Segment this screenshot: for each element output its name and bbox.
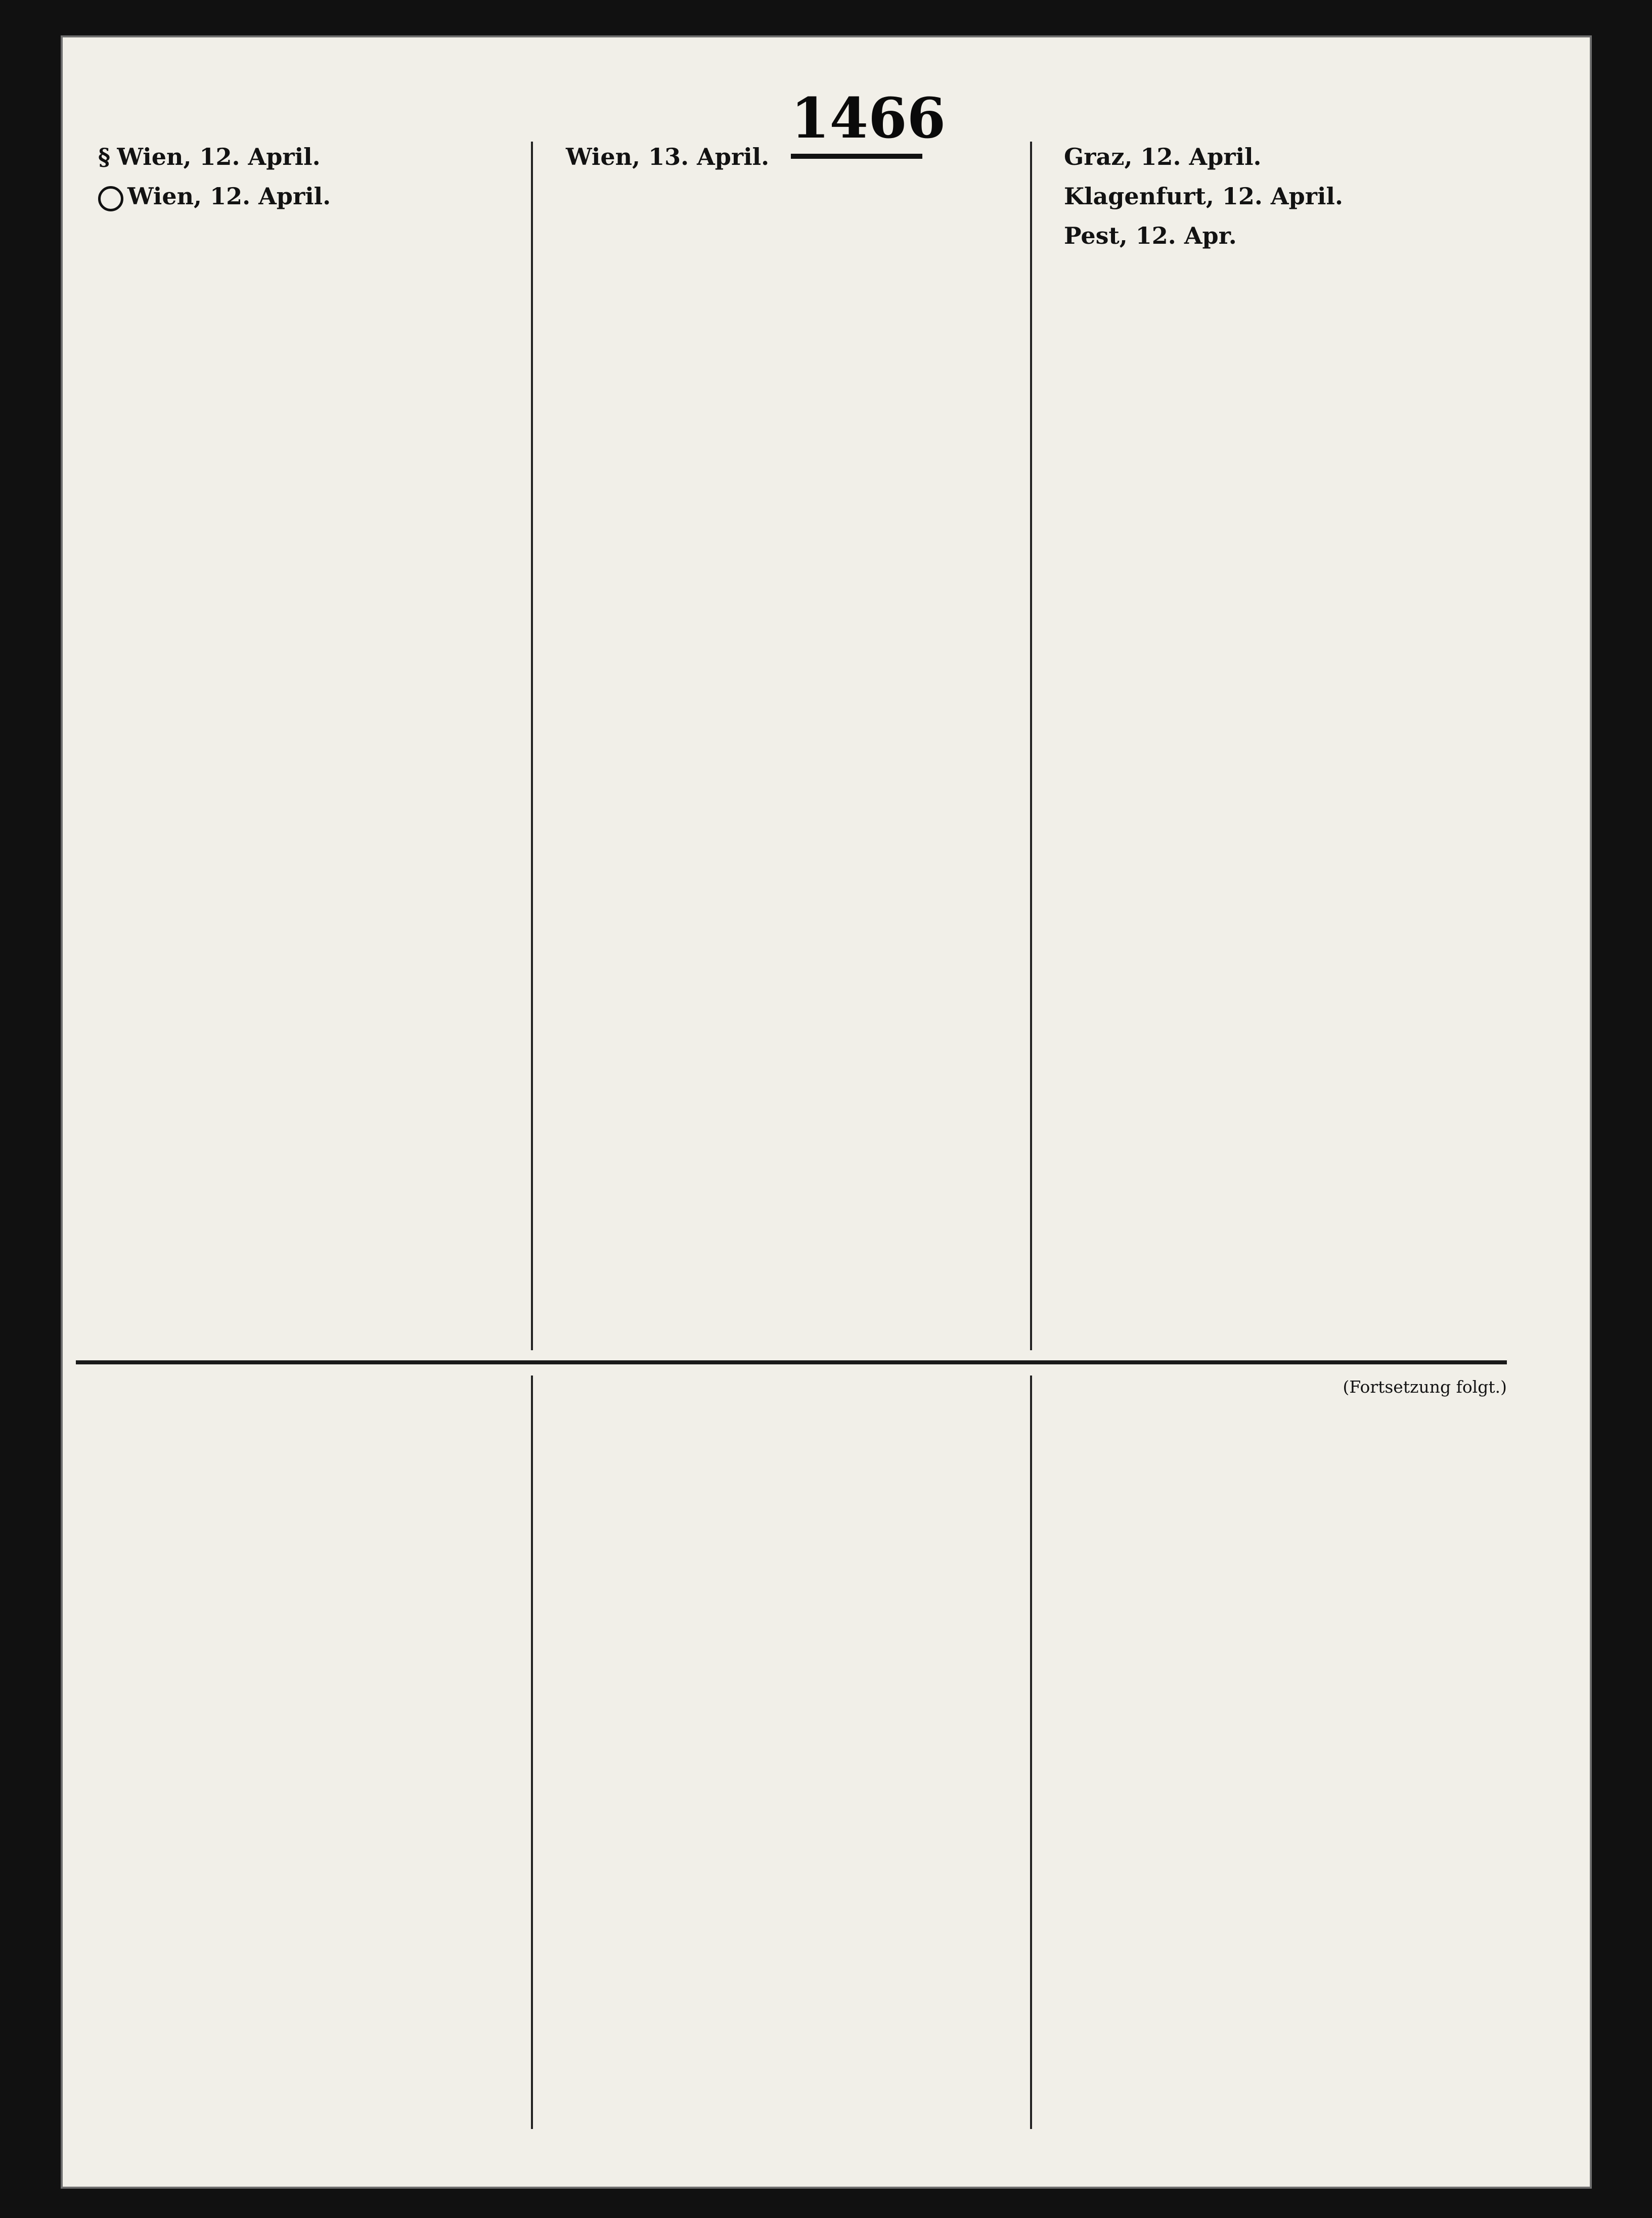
- news-column-2: [544, 142, 1019, 1340]
- column-divider: [531, 142, 533, 1350]
- dateline: Wien, 12. April.: [127, 183, 331, 210]
- feuilleton-column-2: [544, 1376, 1019, 2134]
- feuilleton-column-3: [1042, 1376, 1507, 2134]
- article-vienna-2: [76, 181, 521, 212]
- dateline: §: [98, 143, 111, 170]
- column-divider: [1030, 142, 1032, 1350]
- dateline: Wien, 12. April.: [117, 143, 321, 170]
- article-vienna-3: [544, 142, 1019, 173]
- dateline: Pest, 12. Apr.: [1064, 222, 1237, 249]
- feuilleton-rule: [76, 1360, 1507, 1364]
- news-column-1: [76, 142, 521, 1340]
- to-be-continued: (Fortsetzung folgt.): [1343, 1377, 1507, 1397]
- dateline: Klagenfurt, 12. April.: [1064, 183, 1343, 210]
- column-divider: [531, 1376, 533, 2129]
- news-column-3: [1042, 142, 1507, 1340]
- circle-marker-icon: [98, 186, 123, 211]
- column-divider: [1030, 1376, 1032, 2129]
- article-pest: [1042, 220, 1507, 252]
- article-graz: [1042, 142, 1507, 173]
- article-vienna-1: [76, 142, 521, 173]
- page-number: 1466: [791, 85, 946, 151]
- dateline: Wien, 13. April.: [566, 143, 770, 170]
- feuilleton-column-1: [76, 1376, 521, 2134]
- dateline: Graz, 12. April.: [1064, 143, 1262, 170]
- article-klagenfurt: [1042, 181, 1507, 212]
